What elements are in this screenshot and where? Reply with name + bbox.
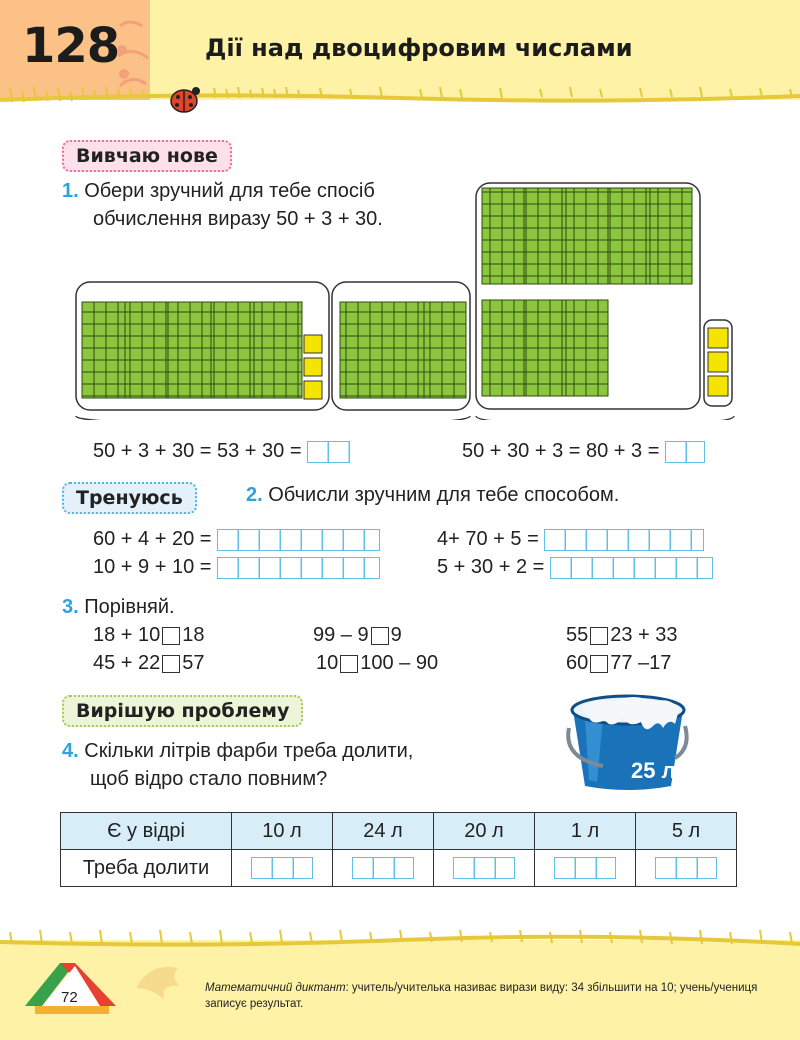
table-row xyxy=(61,813,737,850)
section-tag-new: Вивчаю нове xyxy=(62,140,232,172)
compare-right: 23 + 33 xyxy=(610,624,678,646)
table-row-header: Треба долити xyxy=(61,850,232,887)
answer-cells[interactable] xyxy=(665,441,705,463)
eq-left-text: 50 + 3 + 30 = 53 + 30 = xyxy=(93,440,302,462)
compare-item-1 xyxy=(93,624,205,647)
table-cell: 20 л xyxy=(434,813,535,850)
answer-cells[interactable] xyxy=(217,529,380,551)
section-tag-problem: Вирішую проблему xyxy=(62,695,303,727)
compare-item-2 xyxy=(313,624,402,647)
paint-bucket-image xyxy=(563,688,693,792)
task2-heading xyxy=(246,484,619,507)
page-number: 72 xyxy=(61,989,78,1006)
footnote-italic: Математичний диктант xyxy=(205,982,346,994)
expr-text: 5 + 30 + 2 = xyxy=(437,556,545,578)
table-cell: 5 л xyxy=(636,813,737,850)
task1-equation-left xyxy=(93,440,350,463)
ladybug-icon xyxy=(164,82,204,116)
leaf-icon xyxy=(130,958,190,1006)
section-tag-practice: Тренуюсь xyxy=(62,482,197,514)
task4-line2: щоб відро стало повним? xyxy=(90,768,328,790)
compare-right: 18 xyxy=(182,624,205,646)
compare-left: 18 + 10 xyxy=(93,624,161,646)
answer-cells[interactable] xyxy=(550,557,713,579)
answer-cells[interactable] xyxy=(307,441,350,463)
footnote xyxy=(205,980,765,1012)
compare-left: 45 + 22 xyxy=(93,652,161,674)
compare-box[interactable] xyxy=(162,627,180,645)
compare-left: 99 – 9 xyxy=(313,624,369,646)
table-row-header: Є у відрі xyxy=(61,813,232,850)
table-cell: 1 л xyxy=(535,813,636,850)
task1-line2: обчислення виразу 50 + 3 + 30. xyxy=(93,208,383,230)
compare-left: 60 xyxy=(566,652,589,674)
lesson-number: 128 xyxy=(22,18,120,74)
compare-box[interactable] xyxy=(590,655,608,673)
task3-heading xyxy=(62,596,175,619)
table-answer-cell xyxy=(636,850,737,887)
expr-text: 4+ 70 + 5 = xyxy=(437,528,539,550)
compare-left: 10 xyxy=(316,652,339,674)
answer-cells[interactable] xyxy=(251,857,313,879)
expr-text: 60 + 4 + 20 = xyxy=(93,528,212,550)
task2-expr4 xyxy=(437,556,713,579)
table-row xyxy=(61,850,737,887)
task4-text1: Скільки літрів фарби треба долити, xyxy=(84,740,414,762)
eq-right-text: 50 + 30 + 3 = 80 + 3 = xyxy=(462,440,660,462)
answer-cells[interactable] xyxy=(352,857,414,879)
compare-right: 57 xyxy=(182,652,205,674)
page-title: Дії над двоцифровим числами xyxy=(205,34,633,62)
task3-text: Порівняй. xyxy=(84,596,175,618)
table-cell: 24 л xyxy=(333,813,434,850)
answer-cells[interactable] xyxy=(453,857,515,879)
answer-cells[interactable] xyxy=(217,557,380,579)
compare-right: 100 – 90 xyxy=(360,652,439,674)
grass-border-top xyxy=(0,86,800,108)
compare-box[interactable] xyxy=(340,655,358,673)
base-ten-blocks-illustration xyxy=(70,180,750,420)
task2-expr1 xyxy=(93,528,380,551)
table-answer-cell xyxy=(535,850,636,887)
table-answer-cell xyxy=(333,850,434,887)
footnote-text: : учитель/учителька називає вирази виду: 34 збільшити на 10; учень/учениця записує результат. xyxy=(205,982,758,1010)
task2-expr2 xyxy=(437,528,704,551)
compare-item-5 xyxy=(316,652,438,675)
compare-item-6 xyxy=(566,652,671,675)
task4-number: 4. xyxy=(62,740,79,762)
compare-right: 77 –17 xyxy=(610,652,672,674)
task1-number: 1. xyxy=(62,180,79,202)
answer-cells[interactable] xyxy=(655,857,717,879)
compare-item-3 xyxy=(566,624,678,647)
answer-cells[interactable] xyxy=(554,857,616,879)
compare-box[interactable] xyxy=(590,627,608,645)
expr-text: 10 + 9 + 10 = xyxy=(93,556,212,578)
compare-box[interactable] xyxy=(371,627,389,645)
task4-line1 xyxy=(62,740,413,763)
paint-table xyxy=(60,812,737,887)
grass-border-bottom xyxy=(0,928,800,952)
task2-text: Обчисли зручним для тебе способом. xyxy=(268,484,620,506)
table-answer-cell xyxy=(434,850,535,887)
task1-text1: Обери зручний для тебе спосіб xyxy=(84,180,375,202)
task1-equation-right xyxy=(462,440,705,463)
task2-expr3 xyxy=(93,556,380,579)
compare-box[interactable] xyxy=(162,655,180,673)
compare-item-4 xyxy=(93,652,205,675)
answer-cells[interactable] xyxy=(544,529,704,551)
compare-right: 9 xyxy=(390,624,402,646)
compare-left: 55 xyxy=(566,624,589,646)
task3-number: 3. xyxy=(62,596,79,618)
table-cell: 10 л xyxy=(232,813,333,850)
table-answer-cell xyxy=(232,850,333,887)
task2-number: 2. xyxy=(246,484,263,506)
bucket-volume-label: 25 л xyxy=(631,758,676,783)
